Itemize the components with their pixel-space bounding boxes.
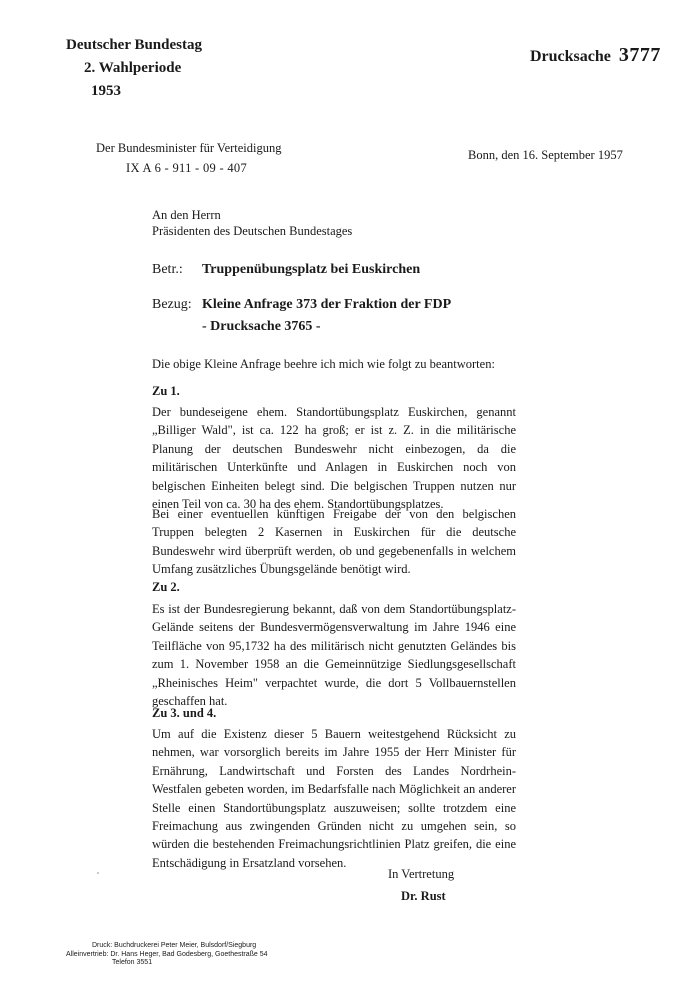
section-1-paragraph-1: Der bundeseigene ehem. Standortübungsplatz Euskirchen, genannt „Billiger Wald", ist ca. 122 ha groß; er ist z. Z. in die militärische Planung der deutschen Bundeswehr nicht einbezogen, da die militärischen Unterkünfte und Anlagen in Euskirchen noch von belgischen Einheiten belegt sind. Die belgischen Truppen nutzen nur einen Teil von ca. 30 ha des ehem. Standortübungsplatzes.: [152, 405, 516, 512]
sender-reference: IX A 6 - 911 - 09 - 407: [126, 161, 248, 175]
betr-text: Truppenübungsplatz bei Euskirchen: [202, 262, 421, 277]
section-1-paragraph-2: Bei einer eventuellen künftigen Freigabe der von den belgischen Truppen belegten 2 Kasernen in Euskirchen für die deutsche Bundeswehr wird überprüft werden, ob und gegebenenfalls in welchem Umfang zusätzliches Übungsgelände benötigt wird.: [152, 507, 516, 577]
addressee-line1: An den Herrn: [152, 208, 221, 222]
section-3-paragraph-1: Um auf die Existenz dieser 5 Bauern weitestgehend Rücksicht zu nehmen, war vorsorglich bereits im Jahre 1955 der Herr Minister für Ernährung, Landwirtschaft und Forsten des Landes Nordrhein-Westfalen gebeten worden, im Bedarfsfalle nach Möglichkeit an anderer Stelle einen Standortübungsplatz auszuweisen; sollte trotzdem eine Freimachung aus zwingenden Gründen nicht zu umgehen sein, so würden die bestehenden Freimachungsrichtlinien Platz greifen, die eine Entschädigung in Ersatzland vorsehen.: [152, 727, 516, 870]
printer-line1: Druck: Buchdruckerei Peter Meier, Bulsdorf/Siegburg: [92, 942, 257, 949]
section-2-paragraph-1: Es ist der Bundesregierung bekannt, daß von dem Standortübungsplatz-Gelände seitens der Bundesvermögensverwaltung im Jahre 1946 eine Teilfläche von 95,1732 ha des militärisch nicht genutzten Geländes bis zum 1. November 1958 an die Gemeinnützige Siedlungsgesellschaft „Rheinisches Heim" verpachtet wurde, die dort 5 Vollbauernstellen geschaffen hat.: [152, 602, 516, 709]
drucksache-caption: Drucksache: [530, 48, 611, 65]
addressee-block: [152, 207, 352, 239]
intro-text: Die obige Kleine Anfrage beehre ich mich wie folgt zu beantworten:: [152, 357, 495, 371]
signature: Dr. Rust: [401, 889, 446, 903]
printer-line2: Alleinvertrieb: Dr. Hans Heger, Bad Godesberg, Goethestraße 54: [66, 950, 268, 958]
legislative-period: 2. Wahlperiode: [84, 60, 182, 76]
dateline: Bonn, den 16. September 1957: [468, 148, 623, 162]
addressee-line2: Präsidenten des Deutschen Bundestages: [152, 224, 353, 238]
bezug-line1: Kleine Anfrage 373 der Fraktion der FDP: [202, 297, 452, 312]
institution-header: [66, 34, 286, 103]
betr-label: Betr.:: [152, 262, 183, 277]
sender-block: [96, 138, 282, 178]
subject-line: [152, 262, 420, 278]
printer-imprint: [66, 942, 268, 968]
closing-line: In Vertretung: [388, 867, 455, 881]
bezug-line2: - Drucksache 3765 -: [202, 319, 321, 334]
reference-line: [152, 294, 451, 338]
printer-line3: Telefon 3551: [112, 959, 153, 967]
institution-name: Deutscher Bundestag: [66, 37, 202, 53]
sender-name: Der Bundesminister für Verteidigung: [96, 141, 282, 155]
closing-block: [388, 863, 454, 907]
bezug-label: Bezug:: [152, 297, 192, 312]
period-year: 1953: [91, 83, 121, 99]
scan-speck: [97, 872, 99, 874]
section-heading-3: Zu 3. und 4.: [152, 706, 217, 720]
section-heading-2: Zu 2.: [152, 580, 180, 594]
drucksache-number: 3777: [618, 44, 661, 66]
section-heading-1: Zu 1.: [152, 384, 180, 398]
drucksache-label: [530, 44, 661, 67]
